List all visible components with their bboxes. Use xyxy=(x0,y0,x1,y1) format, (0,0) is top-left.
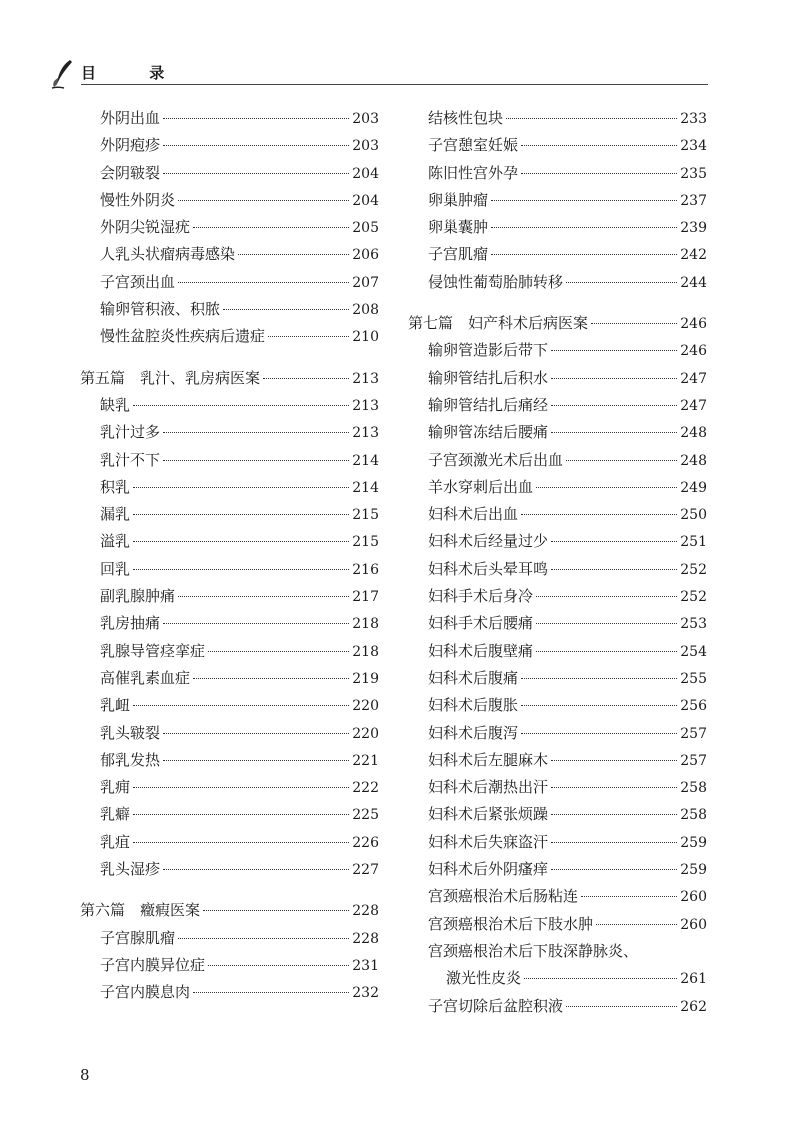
toc-entry-title: 第五篇 乳汁、乳房病医案 xyxy=(80,368,261,387)
toc-entry[interactable] xyxy=(80,476,379,503)
dot-leader xyxy=(536,651,677,652)
toc-entry-page: 244 xyxy=(680,274,707,291)
dot-leader xyxy=(238,254,349,255)
toc-entry[interactable] xyxy=(80,640,379,667)
toc-entry-page: 262 xyxy=(680,998,707,1015)
toc-entry-page: 221 xyxy=(352,752,379,769)
toc-entry[interactable] xyxy=(408,189,707,216)
toc-entry-title: 慢性外阴炎 xyxy=(100,190,176,209)
toc-entry-page: 204 xyxy=(352,192,379,209)
toc-entry-title: 乳房抽痛 xyxy=(100,614,161,633)
toc-entry-page: 246 xyxy=(680,316,707,333)
toc-entry-title: 乳汁不下 xyxy=(100,450,161,469)
toc-entry[interactable] xyxy=(80,449,379,476)
toc-entry-title: 妇科术后失寐盗汗 xyxy=(428,832,549,851)
toc-entry[interactable] xyxy=(408,885,707,912)
toc-entry-page: 252 xyxy=(680,589,707,606)
dot-leader xyxy=(566,282,677,283)
dot-leader xyxy=(506,118,677,119)
toc-entry-page: 246 xyxy=(680,343,707,360)
toc-entry-page: 205 xyxy=(352,220,379,237)
toc-entry-title: 妇科术后腹泻 xyxy=(428,723,519,742)
toc-entry-title: 卵巢囊肿 xyxy=(428,218,489,237)
toc-entry-title: 输卵管结扎后痛经 xyxy=(428,395,549,414)
toc-entry-title: 回乳 xyxy=(100,559,131,578)
toc-entry[interactable] xyxy=(80,981,379,1008)
toc-entry-page: 258 xyxy=(680,807,707,824)
toc-entry[interactable] xyxy=(80,585,379,612)
toc-entry-page: 257 xyxy=(680,725,707,742)
toc-entry[interactable] xyxy=(408,722,707,749)
toc-entry[interactable] xyxy=(80,803,379,830)
toc-entry-page: 258 xyxy=(680,780,707,797)
dot-leader xyxy=(521,678,677,679)
toc-entry-title: 乳痈 xyxy=(100,778,131,797)
toc-entry-title: 宫颈癌根治术后下肢水肿 xyxy=(428,914,594,933)
toc-entry[interactable] xyxy=(80,694,379,721)
dot-leader xyxy=(208,651,349,652)
toc-entry-page: 217 xyxy=(352,589,379,606)
toc-entry-page: 235 xyxy=(680,165,707,182)
toc-entry[interactable] xyxy=(80,189,379,216)
dot-leader xyxy=(521,514,677,515)
toc-entry-page: 213 xyxy=(352,370,379,387)
dot-leader xyxy=(566,1006,677,1007)
toc-entry-title: 漏乳 xyxy=(100,505,131,524)
toc-entry-page: 249 xyxy=(680,479,707,496)
dot-leader xyxy=(551,378,677,379)
toc-entry-title: 溢乳 xyxy=(100,532,131,551)
dot-leader xyxy=(551,787,677,788)
toc-entry-title: 慢性盆腔炎性疾病后遗症 xyxy=(100,327,266,346)
toc-entry[interactable] xyxy=(80,421,379,448)
toc-entry[interactable] xyxy=(80,271,379,298)
dot-leader xyxy=(596,924,677,925)
toc-entry-page: 208 xyxy=(352,302,379,319)
toc-entry-title: 妇科术后腹胀 xyxy=(428,696,519,715)
toc-entry[interactable] xyxy=(408,995,707,1022)
toc-entry-page: 255 xyxy=(680,670,707,687)
dot-leader xyxy=(163,869,349,870)
toc-entry-title: 积乳 xyxy=(100,477,131,496)
page-header xyxy=(48,58,708,90)
toc-entry-page: 219 xyxy=(352,670,379,687)
toc-entry-title: 妇科术后头晕耳鸣 xyxy=(428,559,549,578)
toc-entry-page: 215 xyxy=(352,534,379,551)
dot-leader xyxy=(163,760,349,761)
dot-leader xyxy=(551,569,677,570)
toc-entry-page: 204 xyxy=(352,165,379,182)
dot-leader xyxy=(551,350,677,351)
toc-entry-title: 子宫憩室妊娠 xyxy=(428,136,519,155)
dot-leader xyxy=(551,814,677,815)
toc-entry-title: 陈旧性宫外孕 xyxy=(428,163,519,182)
toc-entry[interactable] xyxy=(408,913,707,940)
toc-entry[interactable] xyxy=(408,367,707,394)
toc-entry[interactable] xyxy=(408,667,707,694)
dot-leader xyxy=(133,514,349,515)
toc-entry[interactable] xyxy=(408,858,707,885)
toc-entry[interactable] xyxy=(80,503,379,530)
toc-entry[interactable] xyxy=(408,776,707,803)
toc-entry-page: 218 xyxy=(352,616,379,633)
dot-leader xyxy=(268,336,349,337)
toc-entry-page: 256 xyxy=(680,698,707,715)
dot-leader xyxy=(163,173,349,174)
toc-entry-title: 乳疽 xyxy=(100,832,131,851)
toc-entry-title: 宫颈癌根治术后肠粘连 xyxy=(428,887,579,906)
toc-entry-title: 乳衄 xyxy=(100,696,131,715)
toc-entry-title: 乳腺导管痉挛症 xyxy=(100,641,206,660)
dot-leader xyxy=(178,938,349,939)
toc-entry-page: 226 xyxy=(352,834,379,851)
toc-entry[interactable] xyxy=(80,298,379,325)
toc-entry-page: 254 xyxy=(680,643,707,660)
dot-leader xyxy=(133,405,349,406)
toc-entry[interactable] xyxy=(408,503,707,530)
dot-leader xyxy=(178,596,349,597)
toc-part-heading[interactable] xyxy=(408,312,707,339)
toc-entry-title: 输卵管造影后带下 xyxy=(428,341,549,360)
toc-entry-page: 237 xyxy=(680,192,707,209)
toc-entry-page: 214 xyxy=(352,479,379,496)
toc-entry-page: 213 xyxy=(352,397,379,414)
toc-entry-title: 输卵管冻结后腰痛 xyxy=(428,423,549,442)
toc-entry-title: 结核性包块 xyxy=(428,109,504,127)
toc-entry-title: 外阴尖锐湿疣 xyxy=(100,218,191,237)
toc-entry-title: 子宫肌瘤 xyxy=(428,245,489,264)
toc-entry[interactable] xyxy=(80,134,379,161)
toc-entry-page: 216 xyxy=(352,561,379,578)
toc-entry[interactable] xyxy=(80,612,379,639)
toc-entry-page: 248 xyxy=(680,452,707,469)
toc-entry-page: 250 xyxy=(680,507,707,524)
toc-entry[interactable] xyxy=(408,243,707,270)
toc-entry[interactable] xyxy=(408,749,707,776)
dot-leader xyxy=(163,460,349,461)
quill-pen-icon xyxy=(48,58,78,90)
dot-leader xyxy=(133,787,349,788)
toc-entry[interactable] xyxy=(408,585,707,612)
dot-leader xyxy=(581,896,677,897)
toc-entry-title: 人乳头状瘤病毒感染 xyxy=(100,245,236,264)
dot-leader xyxy=(163,118,349,119)
toc-entry-title: 宫颈癌根治术后下肢深静脉炎、 xyxy=(428,941,639,960)
dot-leader xyxy=(163,145,349,146)
dot-leader xyxy=(591,323,677,324)
toc-entry-title: 缺乳 xyxy=(100,395,131,414)
toc-entry-title: 侵蚀性葡萄胎肺转移 xyxy=(428,272,564,291)
toc-entry-page: 222 xyxy=(352,780,379,797)
dot-leader xyxy=(521,173,677,174)
dot-leader xyxy=(551,760,677,761)
dot-leader xyxy=(551,432,677,433)
dot-leader xyxy=(551,869,677,870)
toc-entry-title: 羊水穿刺后出血 xyxy=(428,477,534,496)
dot-leader xyxy=(536,596,677,597)
toc-entry-title: 卵巢肿瘤 xyxy=(428,190,489,209)
toc-left-column xyxy=(80,107,379,1009)
toc-part-heading[interactable] xyxy=(80,899,379,926)
toc-entry[interactable] xyxy=(408,107,707,134)
toc-entry-page: 232 xyxy=(352,985,379,1002)
toc-entry[interactable] xyxy=(408,216,707,243)
toc-entry-page: 225 xyxy=(352,807,379,824)
toc-entry-title: 郁乳发热 xyxy=(100,750,161,769)
toc-entry-page: 247 xyxy=(680,397,707,414)
toc-entry-title: 妇科术后左腿麻木 xyxy=(428,750,549,769)
dot-leader xyxy=(491,227,677,228)
toc-entry-page: 228 xyxy=(352,903,379,920)
dot-leader xyxy=(133,842,349,843)
dot-leader xyxy=(193,992,349,993)
dot-leader xyxy=(193,227,349,228)
toc-entry[interactable] xyxy=(80,558,379,585)
toc-entry-title: 妇科手术后腰痛 xyxy=(428,614,534,633)
toc-entry[interactable] xyxy=(408,449,707,476)
toc-entry-page: 206 xyxy=(352,247,379,264)
toc-entry[interactable] xyxy=(408,967,707,994)
toc-entry-title: 妇科术后腹痛 xyxy=(428,668,519,687)
dot-leader xyxy=(521,145,677,146)
toc-entry-title: 乳癖 xyxy=(100,805,131,824)
toc-entry[interactable] xyxy=(80,667,379,694)
toc-entry[interactable] xyxy=(408,476,707,503)
dot-leader xyxy=(536,623,677,624)
toc-entry[interactable] xyxy=(408,134,707,161)
toc-entry-title: 子宫内膜息肉 xyxy=(100,983,191,1002)
dot-leader xyxy=(566,460,677,461)
dot-leader xyxy=(551,541,677,542)
toc-entry[interactable] xyxy=(408,530,707,557)
dot-leader xyxy=(178,282,349,283)
toc-entry[interactable] xyxy=(408,394,707,421)
toc-entry-page: 231 xyxy=(352,957,379,974)
toc-entry-page: 260 xyxy=(680,916,707,933)
toc-entry-title: 高催乳素血症 xyxy=(100,668,191,687)
toc-entry-title: 妇科术后潮热出汗 xyxy=(428,778,549,797)
dot-leader xyxy=(223,309,349,310)
toc-entry-page: 220 xyxy=(352,725,379,742)
toc-entry-title: 会阴皲裂 xyxy=(100,163,161,182)
dot-leader xyxy=(133,569,349,570)
toc-entry-page: 239 xyxy=(680,220,707,237)
toc-entry-title: 第七篇 妇产科术后病医案 xyxy=(408,314,589,333)
toc-entry-page: 259 xyxy=(680,862,707,879)
dot-leader xyxy=(203,910,349,911)
toc-entry-page: 213 xyxy=(352,425,379,442)
toc-entry-page: 218 xyxy=(352,643,379,660)
toc-entry-page: 251 xyxy=(680,534,707,551)
toc-entry-page: 215 xyxy=(352,507,379,524)
toc-entry-title: 第六篇 癥瘕医案 xyxy=(80,901,201,920)
toc-entry-page: 203 xyxy=(352,138,379,155)
section-title: 目 录 xyxy=(81,64,189,82)
toc-entry-title: 激光性皮炎 xyxy=(446,969,522,988)
toc-entry-title: 外阴出血 xyxy=(100,109,161,127)
toc-entry-page: 261 xyxy=(680,971,707,988)
dot-leader xyxy=(208,965,349,966)
toc-entry[interactable] xyxy=(80,722,379,749)
toc-entry[interactable] xyxy=(80,776,379,803)
toc-entry-page: 233 xyxy=(680,111,707,127)
toc-entry-page: 228 xyxy=(352,930,379,947)
dot-leader xyxy=(551,842,677,843)
dot-leader xyxy=(163,733,349,734)
toc-entry-page: 257 xyxy=(680,752,707,769)
toc-entry-page: 252 xyxy=(680,561,707,578)
toc-entry-title: 外阴疱疹 xyxy=(100,136,161,155)
toc-entry[interactable] xyxy=(408,831,707,858)
toc-entry-page: 203 xyxy=(352,111,379,127)
toc-entry[interactable] xyxy=(408,803,707,830)
toc-entry-page: 207 xyxy=(352,274,379,291)
page-number: 8 xyxy=(80,1066,90,1084)
toc-entry-page: 234 xyxy=(680,138,707,155)
toc-entry[interactable] xyxy=(80,162,379,189)
dot-leader xyxy=(178,200,349,201)
toc-entry-title: 输卵管结扎后积水 xyxy=(428,368,549,387)
dot-leader xyxy=(521,705,677,706)
toc-entry-page: 247 xyxy=(680,370,707,387)
toc-entry-title: 妇科术后经量过少 xyxy=(428,532,549,551)
toc-entry-title: 乳头皲裂 xyxy=(100,723,161,742)
dot-leader xyxy=(263,378,349,379)
toc-entry[interactable] xyxy=(408,612,707,639)
toc-entry[interactable] xyxy=(80,394,379,421)
toc-entry-title: 妇科术后腹壁痛 xyxy=(428,641,534,660)
dot-leader xyxy=(163,623,349,624)
toc-entry-page: 210 xyxy=(352,329,379,346)
toc-entry-title: 子宫颈出血 xyxy=(100,272,176,291)
toc-entry-page: 220 xyxy=(352,698,379,715)
toc-entry-title: 乳头湿疹 xyxy=(100,860,161,879)
toc-entry[interactable] xyxy=(408,558,707,585)
dot-leader xyxy=(536,487,677,488)
toc-entry[interactable] xyxy=(80,243,379,270)
dot-leader xyxy=(133,541,349,542)
toc-entry[interactable] xyxy=(408,640,707,667)
toc-entry-title: 输卵管积液、积脓 xyxy=(100,300,221,319)
toc-entry[interactable] xyxy=(408,271,707,298)
toc-entry-page: 242 xyxy=(680,247,707,264)
toc-entry-title: 子宫腺肌瘤 xyxy=(100,928,176,947)
header-rule xyxy=(81,84,708,85)
toc-entry-title: 乳汁过多 xyxy=(100,423,161,442)
dot-leader xyxy=(133,487,349,488)
toc-entry[interactable] xyxy=(80,927,379,954)
dot-leader xyxy=(133,705,349,706)
dot-leader xyxy=(521,733,677,734)
dot-leader xyxy=(524,978,677,979)
toc-entry-title: 妇科术后紧张烦躁 xyxy=(428,805,549,824)
toc-entry[interactable] xyxy=(80,831,379,858)
toc-entry-page: 259 xyxy=(680,834,707,851)
toc-entry-page: 227 xyxy=(352,862,379,879)
toc-entry[interactable] xyxy=(408,162,707,189)
toc-entry-title: 妇科术后出血 xyxy=(428,505,519,524)
toc-entry-title: 妇科术后外阴瘙痒 xyxy=(428,860,549,879)
toc-entry[interactable] xyxy=(408,694,707,721)
dot-leader xyxy=(491,200,677,201)
toc-entry[interactable] xyxy=(80,954,379,981)
dot-leader xyxy=(133,814,349,815)
toc-entry-page: 248 xyxy=(680,425,707,442)
toc-entry-title: 子宫切除后盆腔积液 xyxy=(428,996,564,1015)
toc-entry-page: 260 xyxy=(680,889,707,906)
toc-entry-page: 214 xyxy=(352,452,379,469)
toc-entry-title: 副乳腺肿痛 xyxy=(100,587,176,606)
toc-entry[interactable] xyxy=(80,107,379,134)
toc-entry[interactable] xyxy=(80,530,379,557)
dot-leader xyxy=(491,254,677,255)
dot-leader xyxy=(551,405,677,406)
toc-entry-title: 子宫内膜异位症 xyxy=(100,955,206,974)
dot-leader xyxy=(193,678,349,679)
toc-entry[interactable] xyxy=(80,325,379,352)
toc-entry[interactable] xyxy=(408,940,707,967)
dot-leader xyxy=(163,432,349,433)
toc-part-heading[interactable] xyxy=(80,367,379,394)
toc-entry[interactable] xyxy=(408,421,707,448)
toc-right-column xyxy=(408,107,707,1022)
toc-entry[interactable] xyxy=(80,858,379,885)
toc-entry[interactable] xyxy=(80,749,379,776)
toc-entry[interactable] xyxy=(80,216,379,243)
toc-entry-page: 253 xyxy=(680,616,707,633)
toc-entry-title: 子宫颈激光术后出血 xyxy=(428,450,564,469)
toc-entry-title: 妇科手术后身冷 xyxy=(428,587,534,606)
toc-entry[interactable] xyxy=(408,339,707,366)
